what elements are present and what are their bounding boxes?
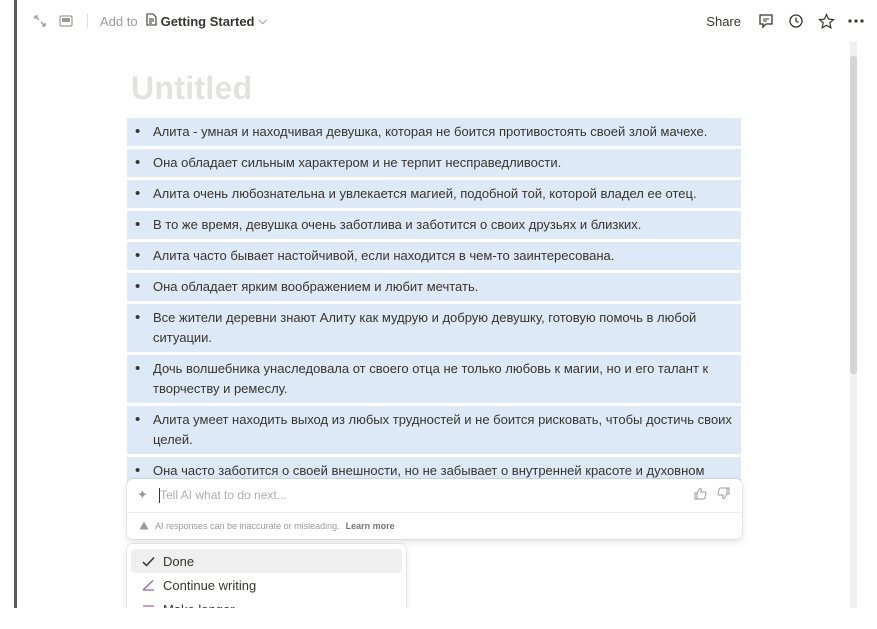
list-item[interactable] bbox=[127, 242, 741, 270]
list-item-text: Алита очень любознательна и увлекается магией, подобной той, которой владел ее отец. bbox=[153, 186, 697, 201]
add-to-label: Add to bbox=[100, 13, 138, 29]
learn-more-link[interactable]: Learn more bbox=[345, 521, 395, 531]
list-item-text: В то же время, девушка очень заботлива и заботится о своих друзьях и близких. bbox=[153, 217, 642, 232]
list-item-text: Она часто заботится о своей внешности, но не забывает о внутренней красоте и духовном bbox=[153, 463, 705, 478]
star-icon[interactable] bbox=[817, 12, 835, 30]
history-icon[interactable] bbox=[787, 12, 805, 30]
thumbs-up-icon[interactable] bbox=[694, 487, 707, 505]
menu-item-label: Done bbox=[163, 553, 195, 569]
bottom-edge bbox=[0, 608, 877, 629]
pen-icon bbox=[141, 579, 155, 591]
topbar-left bbox=[17, 12, 267, 30]
list-item[interactable] bbox=[127, 304, 741, 352]
menu-item-done[interactable] bbox=[131, 549, 402, 573]
chevron-down-icon: ⌵ bbox=[258, 14, 267, 27]
list-item-text: Дочь волшебника унаследовала от своего отца не только любовь к магии, но и его талант к творчеству и ремеслу. bbox=[153, 361, 709, 396]
list-item[interactable] bbox=[127, 149, 741, 177]
list-item-text: Все жители деревни знают Алиту как мудрую и добрую девушку, готовую помочь в любой ситуации. bbox=[153, 310, 697, 345]
collapse-icon[interactable] bbox=[31, 12, 49, 30]
bullet-dot: • bbox=[135, 247, 141, 264]
list-item[interactable] bbox=[127, 355, 741, 403]
page-selector[interactable] bbox=[146, 13, 267, 29]
window-edge bbox=[14, 0, 17, 608]
thumbs-down-icon[interactable] bbox=[717, 487, 730, 505]
ai-input-row bbox=[127, 479, 742, 511]
page-name: Getting Started bbox=[160, 13, 255, 29]
list-item-text: Алита часто бывает настойчивой, если находится в чем-то заинтересована. bbox=[153, 248, 615, 263]
menu-item-continue-writing[interactable] bbox=[131, 573, 402, 597]
bullet-dot: • bbox=[135, 462, 141, 479]
feedback-buttons bbox=[694, 487, 730, 505]
list-item[interactable] bbox=[127, 406, 741, 454]
list-item-text: Алита умеет находить выход из любых трудностей и не боится рисковать, чтобы достичь своих целей. bbox=[153, 412, 732, 447]
bullet-dot: • bbox=[135, 411, 141, 428]
scrollbar-thumb[interactable] bbox=[850, 56, 857, 374]
bullet-dot: • bbox=[135, 360, 141, 377]
warning-icon bbox=[139, 521, 149, 532]
more-icon[interactable] bbox=[847, 12, 865, 30]
list-item[interactable] bbox=[127, 273, 741, 301]
bullet-dot: • bbox=[135, 309, 141, 326]
bullet-list bbox=[127, 118, 741, 508]
sidebar-toggle-icon[interactable] bbox=[57, 12, 75, 30]
disclaimer-text: AI responses can be inaccurate or misleading. bbox=[155, 521, 340, 531]
bullet-dot: • bbox=[135, 154, 141, 171]
topbar bbox=[17, 0, 877, 42]
page-icon bbox=[146, 13, 157, 29]
bullet-dot: • bbox=[135, 123, 141, 140]
share-button[interactable]: Share bbox=[706, 13, 741, 29]
sparkle-icon: ✦ bbox=[137, 487, 148, 502]
check-icon bbox=[141, 556, 155, 567]
comment-icon[interactable] bbox=[757, 12, 775, 30]
bullet-dot: • bbox=[135, 216, 141, 233]
ai-prompt-input[interactable] bbox=[160, 488, 680, 502]
ai-action-menu bbox=[127, 544, 406, 614]
list-item[interactable] bbox=[127, 211, 741, 239]
list-item-text: Она обладает ярким воображением и любит мечтать. bbox=[153, 279, 479, 294]
ai-prompt-box bbox=[127, 479, 742, 539]
list-item[interactable] bbox=[127, 180, 741, 208]
ai-disclaimer bbox=[127, 512, 742, 539]
list-item[interactable] bbox=[127, 118, 741, 146]
divider bbox=[87, 14, 88, 28]
list-item-text: Алита - умная и находчивая девушка, которая не боится противостоять своей злой мачехе. bbox=[153, 124, 708, 139]
bullet-dot: • bbox=[135, 185, 141, 202]
topbar-right bbox=[706, 0, 865, 42]
menu-item-label: Continue writing bbox=[163, 577, 257, 593]
bullet-dot: • bbox=[135, 278, 141, 295]
page-title[interactable]: Untitled bbox=[131, 70, 253, 106]
list-item-text: Она обладает сильным характером и не терпит несправедливости. bbox=[153, 155, 562, 170]
